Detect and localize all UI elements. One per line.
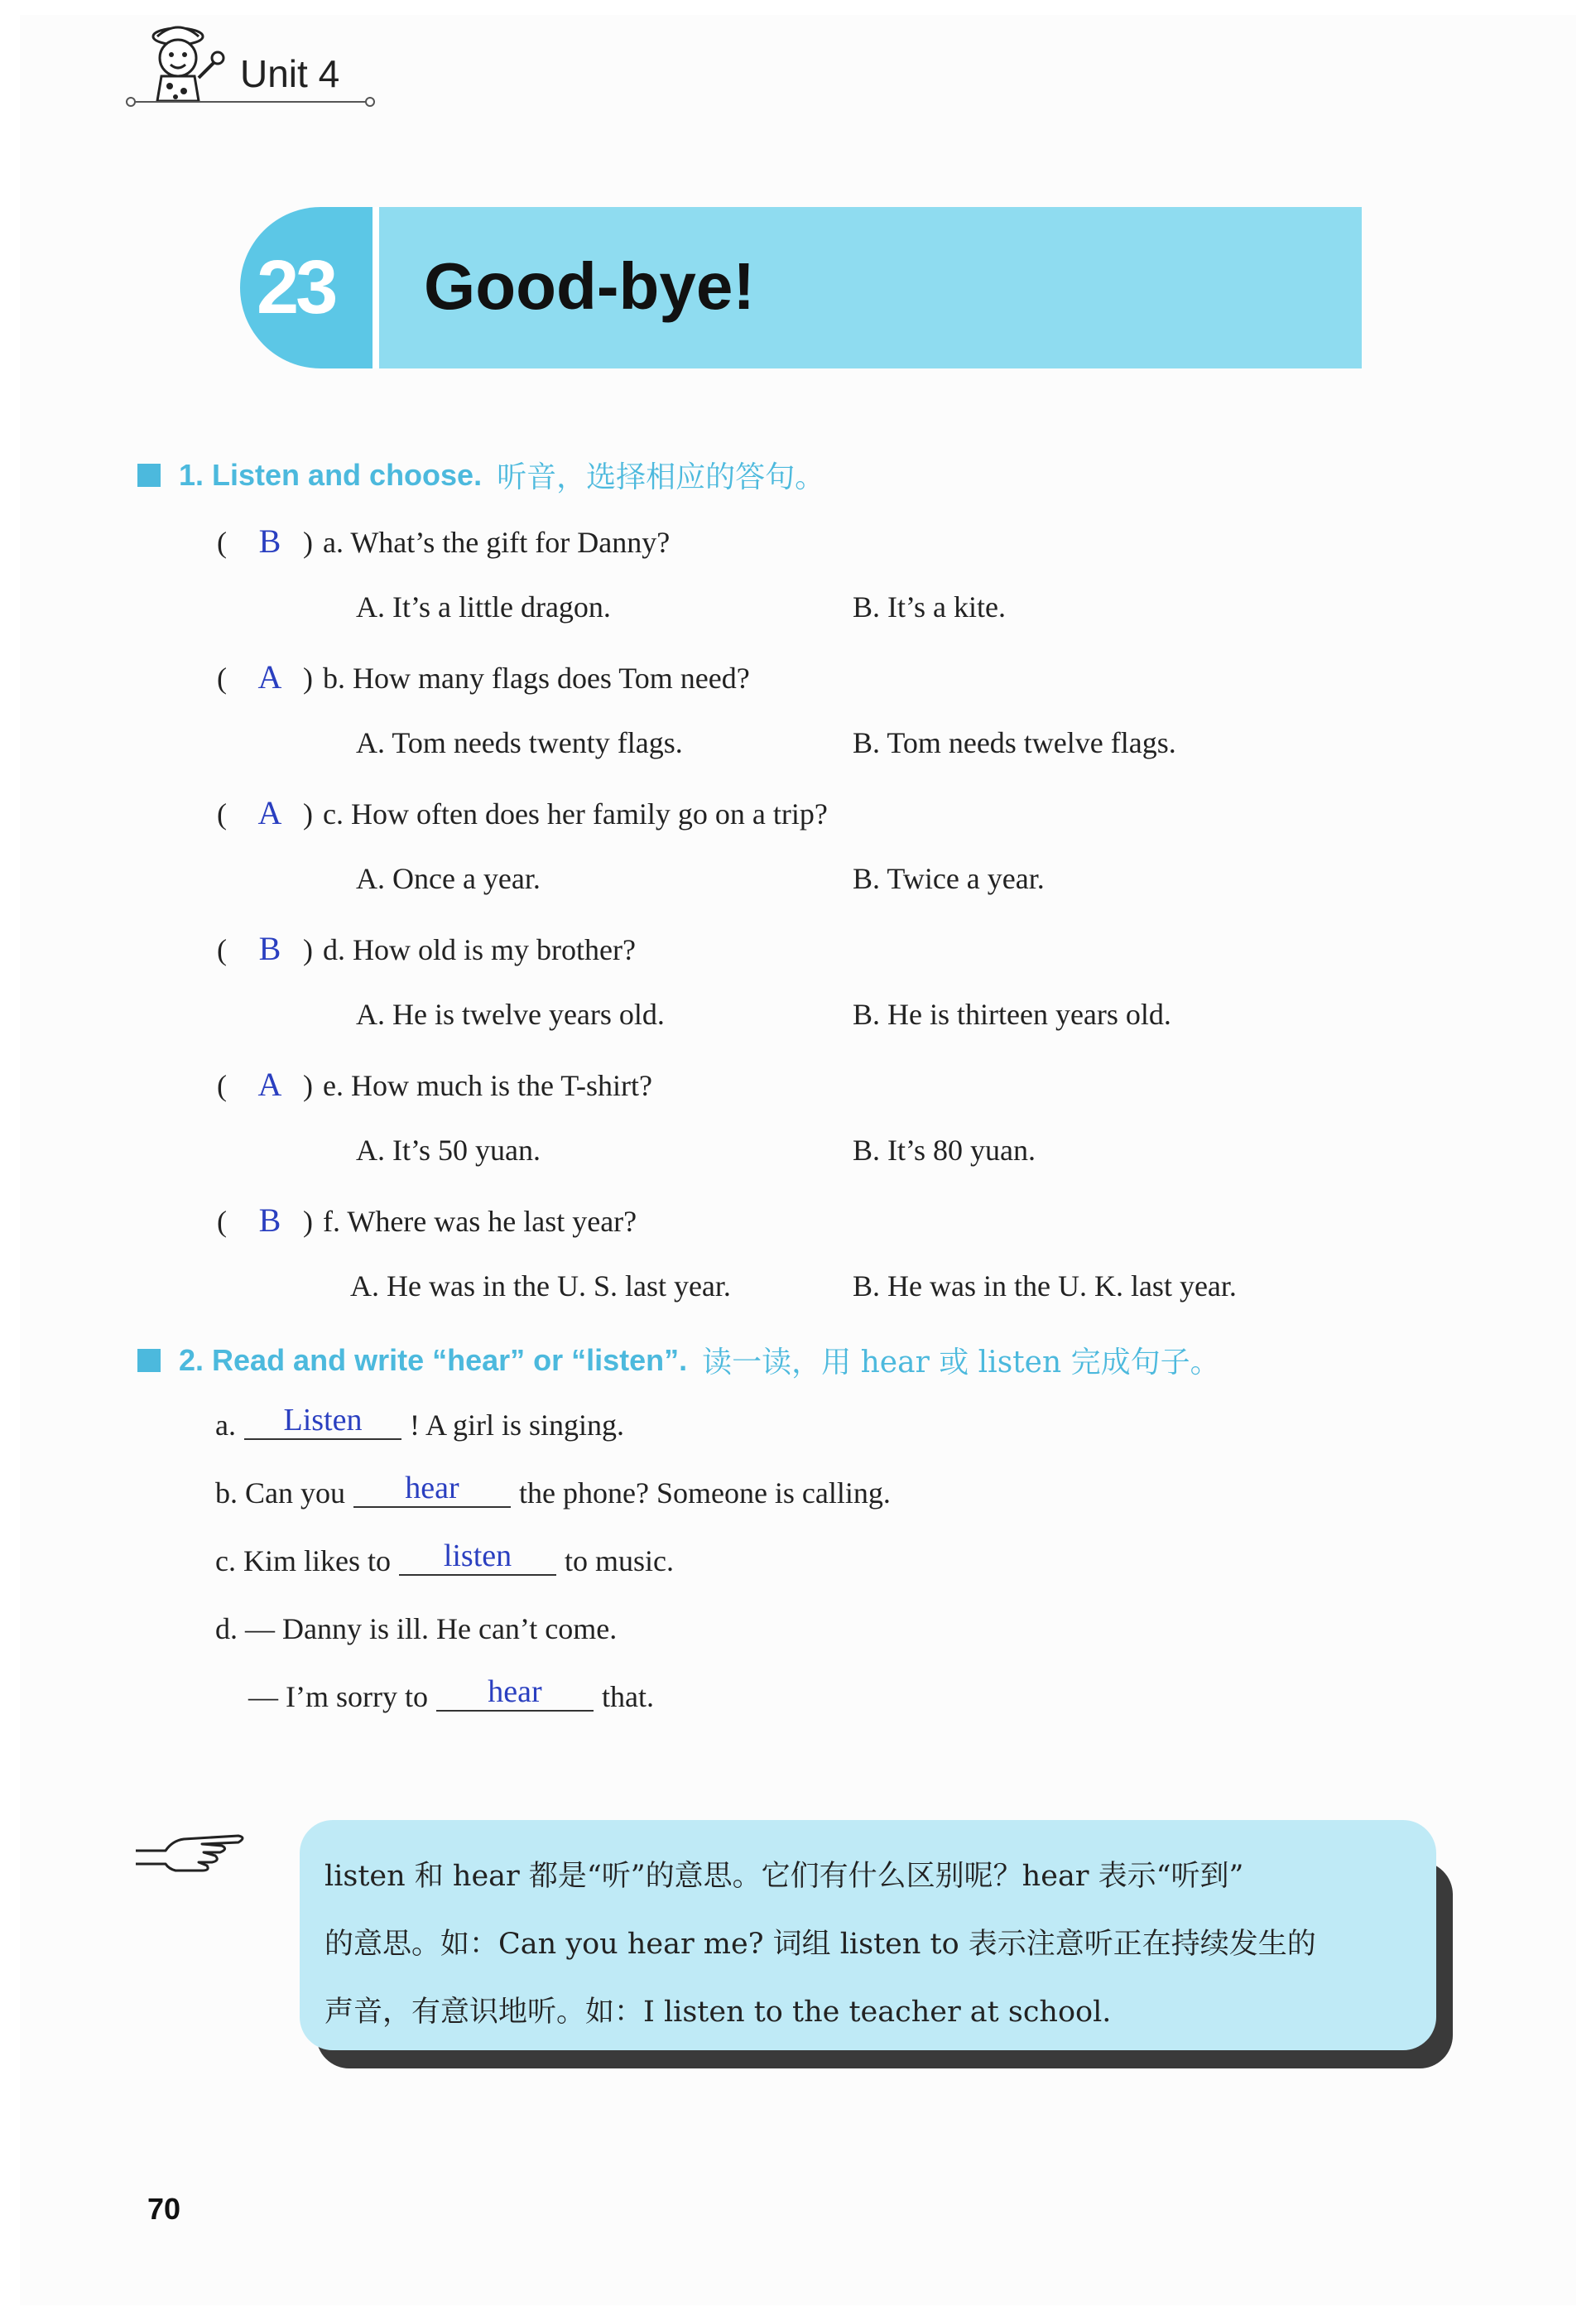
tip-line: 的意思。如：Can you hear me? 词组 listen to 表示注意听正在持续发生的 <box>324 1928 1316 1961</box>
option-a: A. He is twelve years old. <box>356 998 665 1031</box>
fill-in-item <box>215 1403 625 1445</box>
question-text: c. How often does her family go on a trip? <box>323 797 828 831</box>
question-item <box>217 793 828 832</box>
fill-in-item <box>248 1674 654 1717</box>
page-number: 70 <box>147 2192 181 2226</box>
section-2-title-cn: 读一读，用 hear 或 listen 完成句子。 <box>702 1346 1220 1380</box>
answer-mark: B <box>258 522 281 560</box>
mascot-icon <box>132 18 240 109</box>
question-item <box>217 929 636 968</box>
section-1-title: 1. Listen and choose. <box>179 457 483 492</box>
answer-blank[interactable]: Listen <box>244 1404 401 1440</box>
option-b: B. It’s a kite. <box>853 590 1006 624</box>
fill-in-item <box>215 1539 674 1581</box>
question-text: e. How much is the T-shirt? <box>323 1069 652 1102</box>
section-marker-icon <box>137 1349 161 1372</box>
option-b: B. It’s 80 yuan. <box>853 1134 1036 1167</box>
open-paren: ( <box>217 797 227 831</box>
answer-mark: A <box>257 658 282 696</box>
question-text: a. What’s the gift for Danny? <box>323 526 671 559</box>
question-text: d. How old is my brother? <box>323 933 636 966</box>
open-paren: ( <box>217 1069 227 1102</box>
section-1-heading <box>137 454 824 496</box>
option-b: B. Tom needs twelve flags. <box>853 726 1176 759</box>
sentence-suffix: the phone? Someone is calling. <box>519 1476 891 1510</box>
lesson-number: 23 <box>257 245 335 330</box>
sentence-prefix: — I’m sorry to <box>248 1680 428 1713</box>
option-a: A. It’s 50 yuan. <box>356 1134 541 1167</box>
fill-in-item <box>215 1471 891 1513</box>
answer-mark: B <box>258 1201 281 1239</box>
sentence-prefix: d. — Danny is ill. He can’t come. <box>215 1612 618 1645</box>
open-paren: ( <box>217 1205 227 1238</box>
section-marker-icon <box>137 464 161 487</box>
close-paren: ) <box>303 797 313 831</box>
option-a: A. Tom needs twenty flags. <box>356 726 683 759</box>
close-paren: ) <box>303 526 313 559</box>
option-b: B. He was in the U. K. last year. <box>853 1269 1237 1303</box>
sentence-prefix: b. Can you <box>215 1476 345 1510</box>
sentence-prefix: c. Kim likes to <box>215 1544 391 1577</box>
open-paren: ( <box>217 933 227 966</box>
answer-mark: B <box>258 930 281 967</box>
lesson-banner <box>240 207 1362 368</box>
lesson-number-badge <box>240 207 373 368</box>
tip-line: 声音，有意识地听。如：I listen to the teacher at school. <box>324 1996 1112 2029</box>
open-paren: ( <box>217 526 227 559</box>
unit-header <box>132 18 373 113</box>
sentence-suffix: ! A girl is singing. <box>409 1408 625 1442</box>
sentence-suffix: that. <box>601 1680 654 1713</box>
option-a: A. It’s a little dragon. <box>356 590 611 624</box>
section-2-heading <box>137 1339 1220 1381</box>
tip-text <box>324 1842 1401 2046</box>
tip-line: listen 和 hear 都是“听”的意思。它们有什么区别呢？hear 表示“听到” <box>324 1860 1244 1893</box>
close-paren: ) <box>303 933 313 966</box>
banner-divider <box>373 207 379 368</box>
option-a: A. He was in the U. S. last year. <box>350 1269 731 1303</box>
question-item <box>217 522 670 561</box>
close-paren: ) <box>303 1069 313 1102</box>
section-2-title: 2. Read and write “hear” or “listen”. <box>179 1342 688 1377</box>
answer-mark: A <box>257 1066 282 1103</box>
open-paren: ( <box>217 662 227 695</box>
option-b: B. Twice a year. <box>853 862 1045 895</box>
lesson-title: Good-bye! <box>424 249 755 323</box>
question-text: f. Where was he last year? <box>323 1205 637 1238</box>
answer-mark: A <box>257 794 282 831</box>
close-paren: ) <box>303 662 313 695</box>
answer-blank[interactable]: hear <box>353 1471 511 1508</box>
question-item <box>217 657 750 696</box>
answer-blank[interactable]: hear <box>436 1675 594 1712</box>
question-text: b. How many flags does Tom need? <box>323 662 750 695</box>
option-a: A. Once a year. <box>356 862 541 895</box>
option-b: B. He is thirteen years old. <box>853 998 1171 1031</box>
pointing-hand-icon <box>132 1818 248 1876</box>
fill-in-item <box>215 1611 617 1646</box>
close-paren: ) <box>303 1205 313 1238</box>
sentence-prefix: a. <box>215 1408 236 1442</box>
question-item <box>217 1065 652 1104</box>
question-item <box>217 1201 637 1240</box>
sentence-suffix: to music. <box>564 1544 674 1577</box>
header-divider <box>132 101 368 103</box>
unit-label: Unit 4 <box>240 52 340 95</box>
section-1-title-cn: 听音，选择相应的答句。 <box>497 460 825 494</box>
answer-blank[interactable]: listen <box>399 1539 556 1576</box>
